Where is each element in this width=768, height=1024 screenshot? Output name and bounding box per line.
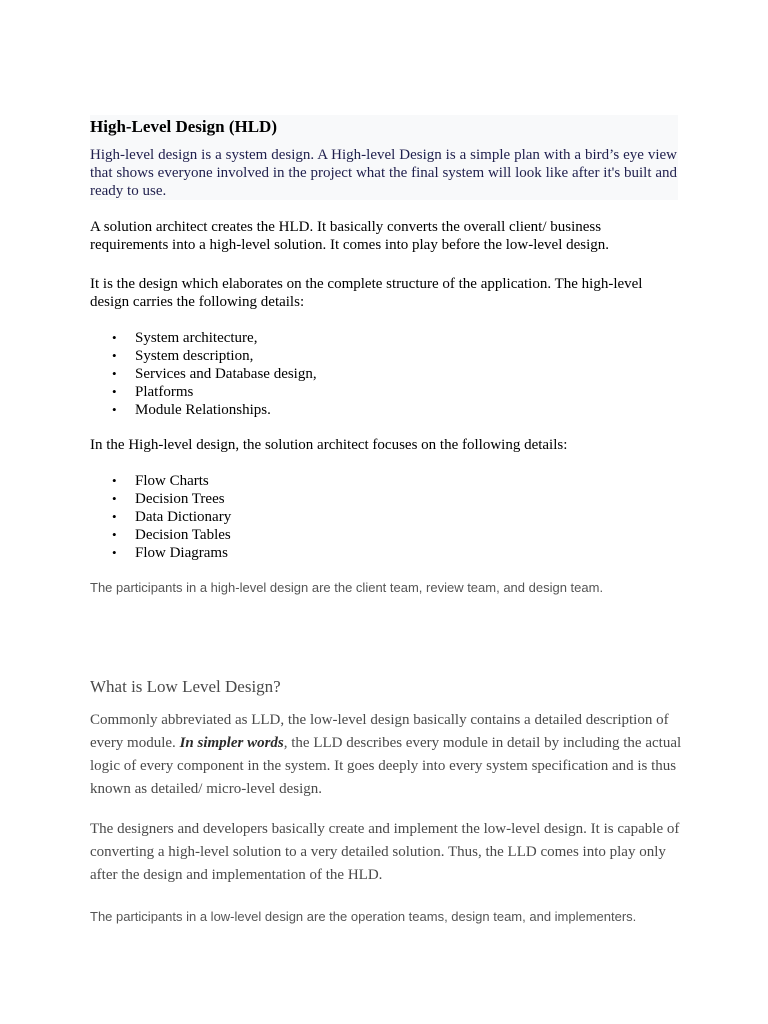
list-item: • Module Relationships. xyxy=(135,401,317,419)
hld-participants-note: The participants in a high-level design are the client team, review team, and design team. xyxy=(90,580,604,595)
hld-paragraph-2 xyxy=(90,275,642,311)
hld-heading: High-Level Design (HLD) xyxy=(90,117,277,136)
hld-focus-intro: In the High-level design, the solution architect focuses on the following details: xyxy=(90,437,568,453)
hld-paragraph-1 xyxy=(90,218,609,254)
lld-paragraph-1-emphasis: In simpler words xyxy=(179,735,284,751)
hld-paragraph-2-line-2: design carries the following details: xyxy=(90,294,305,310)
hld-paragraph-2-line-1: It is the design which elaborates on the complete structure of the application. The high-level xyxy=(90,276,643,292)
hld-paragraph-1-line-1: A solution architect creates the HLD. It basically converts the overall client/ business xyxy=(90,219,602,235)
hld-intro-paragraph: High-level design is a system design. A High-level Design is a simple plan with a bird’s eye view that shows everyone involved in the project what the final system will look like after it's built and ready to use. xyxy=(90,147,677,199)
list-item: • Data Dictionary xyxy=(135,508,231,526)
hld-focus-list xyxy=(90,472,231,562)
list-item: • Decision Trees xyxy=(135,490,231,508)
lld-heading: What is Low Level Design? xyxy=(90,677,281,696)
list-item: • Platforms xyxy=(135,383,317,401)
lld-paragraph-1-text-b: , the LLD describes every module in detail by including the actual logic of every component in the system. It goes deeply into every system specification and is thus known as detailed/ micro-level design. xyxy=(90,735,682,797)
list-item: • Decision Tables xyxy=(135,526,231,544)
lld-paragraph-1 xyxy=(90,709,682,801)
lld-paragraph-2: The designers and developers basically create and implement the low-level design. It is capable of converting a high-level solution to a very detailed solution. Thus, the LLD comes into play only after the design and implementation of the HLD. xyxy=(90,821,680,883)
hld-paragraph-1-line-2: requirements into a high-level solution. It comes into play before the low-level design. xyxy=(90,237,610,253)
lld-participants-note: The participants in a low-level design are the operation teams, design team, and implementers. xyxy=(90,909,637,924)
hld-details-list xyxy=(90,329,317,419)
list-item: • Flow Diagrams xyxy=(135,544,231,562)
list-item: • Services and Database design, xyxy=(135,365,317,383)
list-item: • Flow Charts xyxy=(135,472,231,490)
lld-paragraph-1-text-a: Commonly abbreviated as LLD, the low-level design basically contains a detailed description of every module. xyxy=(90,712,669,751)
list-item: • System architecture, xyxy=(135,329,317,347)
list-item: • System description, xyxy=(135,347,317,365)
